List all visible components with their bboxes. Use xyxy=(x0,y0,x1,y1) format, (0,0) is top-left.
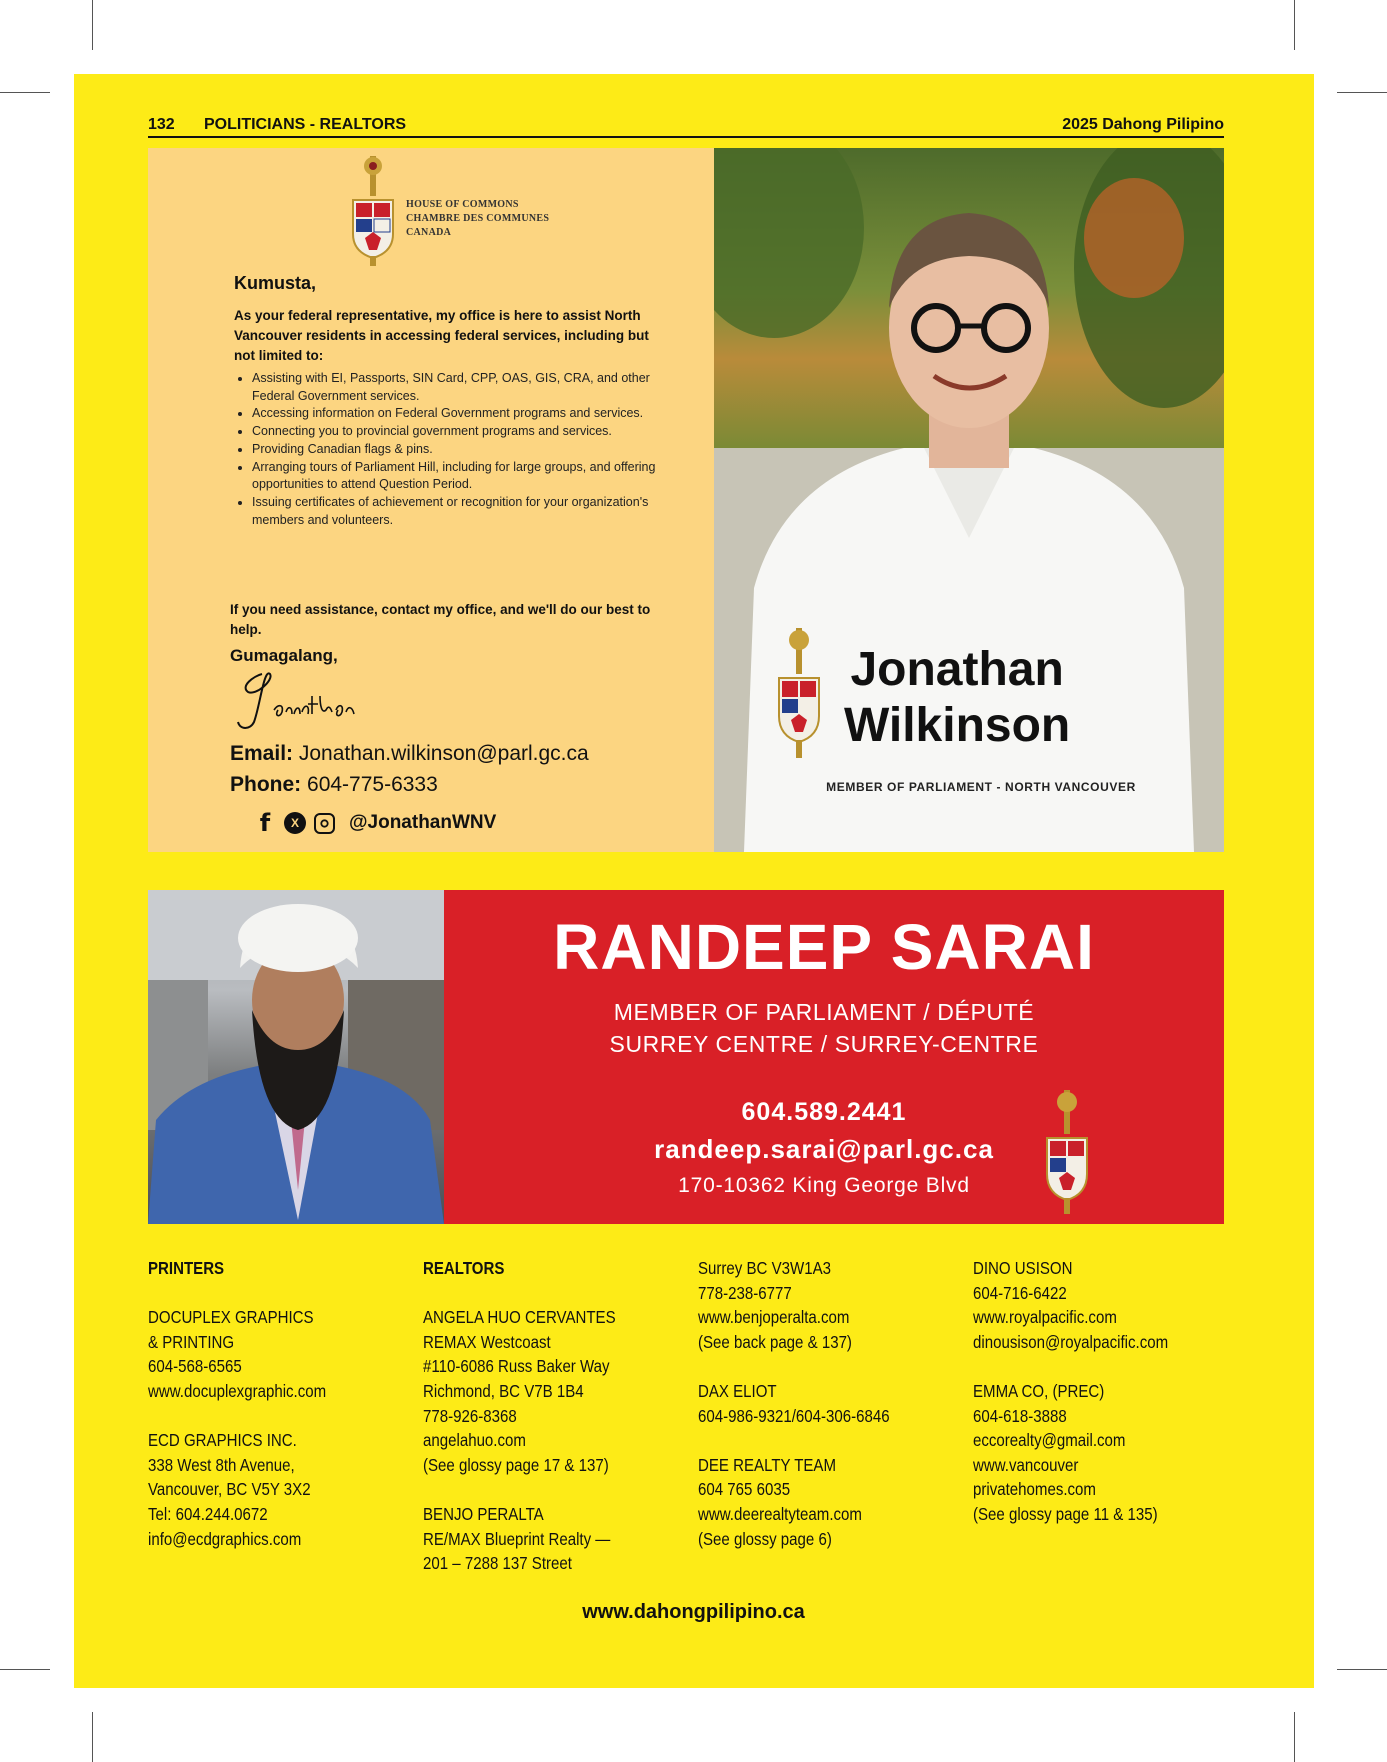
list-item: • Connecting you to provincial government programs and services. xyxy=(252,423,692,441)
intro-paragraph: As your federal representative, my office is here to assist North Vancouver residents in accessing federal services, including but not limited to: xyxy=(234,308,649,363)
sarai-role xyxy=(444,996,1204,1060)
listing-line: 604-716-6422 xyxy=(973,1282,1067,1303)
listing-line: ECD GRAPHICS INC. xyxy=(148,1430,297,1451)
house-of-commons-crest-icon xyxy=(774,628,824,758)
listing-line: & PRINTING xyxy=(148,1331,235,1352)
listing-line[interactable]: eccorealty@gmail.com xyxy=(973,1430,1126,1451)
listing-line: DEE REALTY TEAM xyxy=(698,1454,837,1475)
listing-line: #110-6086 Russ Baker Way xyxy=(423,1356,610,1377)
listing-line: REMAX Westcoast xyxy=(423,1331,551,1352)
x-twitter-icon: X xyxy=(284,812,306,834)
wilkinson-ad xyxy=(148,148,1224,852)
listing-line: 778-926-8368 xyxy=(423,1405,517,1426)
listing-line[interactable]: angelahuo.com xyxy=(423,1430,526,1451)
wilkinson-letter-panel xyxy=(148,148,714,852)
listing-line: 338 West 8th Avenue, xyxy=(148,1454,295,1475)
listing-line: 604-568-6565 xyxy=(148,1356,242,1377)
listing-line[interactable]: info@ecdgraphics.com xyxy=(148,1528,302,1549)
listing-line: Vancouver, BC V5Y 3X2 xyxy=(148,1479,311,1500)
category-heading: REALTORS xyxy=(423,1258,505,1278)
list-item: • Providing Canadian flags & pins. xyxy=(252,441,692,459)
category-heading: PRINTERS xyxy=(148,1258,225,1278)
email-label: Email: xyxy=(230,742,294,765)
sarai-photo-panel xyxy=(148,890,444,1224)
first-name: Jonathan xyxy=(850,643,1064,696)
crop-mark xyxy=(1337,1669,1387,1670)
listing-line: BENJO PERALTA xyxy=(423,1503,544,1524)
crop-mark xyxy=(1294,1712,1295,1762)
services-list xyxy=(234,370,692,529)
social-handle[interactable]: @JonathanWNV xyxy=(349,812,497,833)
listing-line: Surrey BC V3W1A3 xyxy=(698,1258,831,1278)
listing-line: (See glossy page 6) xyxy=(698,1528,832,1549)
crop-mark xyxy=(92,0,93,50)
listing-line: DOCUPLEX GRAPHICS xyxy=(148,1307,314,1328)
listing-line: 201 – 7288 137 Street xyxy=(423,1553,572,1574)
listing-line: Tel: 604.244.0672 xyxy=(148,1503,268,1524)
wilkinson-name xyxy=(844,642,1070,754)
listing-column xyxy=(148,1256,408,1551)
listing-line: EMMA CO, (PREC) xyxy=(973,1380,1105,1401)
phone-label: Phone: xyxy=(230,773,302,796)
listing-line: DAX ELIOT xyxy=(698,1380,777,1401)
list-item: • Accessing information on Federal Government programs and services. xyxy=(252,405,692,423)
closing: Gumagalang, xyxy=(230,646,338,665)
directory-listings xyxy=(148,1256,1224,1576)
wilkinson-photo-panel xyxy=(714,148,1224,852)
listing-line: 604-618-3888 xyxy=(973,1405,1067,1426)
publication-title: 2025 Dahong Pilipino xyxy=(1062,116,1224,133)
sarai-portrait-image xyxy=(148,890,444,1224)
listing-line: Richmond, BC V7B 1B4 xyxy=(423,1380,584,1401)
listing-line: 778-238-6777 xyxy=(698,1282,792,1303)
crop-mark xyxy=(1294,0,1295,50)
listing-line[interactable]: www.royalpacific.com xyxy=(973,1307,1117,1328)
listing-line: 604 765 6035 xyxy=(698,1479,791,1500)
page-number: 132 xyxy=(148,116,175,133)
assistance-text: If you need assistance, contact my office, and we'll do our best to help. xyxy=(230,602,651,637)
list-item: • Assisting with EI, Passports, SIN Card, CPP, OAS, GIS, CRA, and other Federal Government services. xyxy=(252,370,692,405)
last-name: Wilkinson xyxy=(844,699,1071,752)
phone-line xyxy=(230,769,589,800)
page-header xyxy=(148,116,1224,138)
listing-line[interactable]: www.deerealtyteam.com xyxy=(698,1503,862,1524)
crop-mark xyxy=(0,1669,50,1670)
listing-line[interactable]: www.vancouver xyxy=(973,1454,1079,1475)
email-address[interactable]: Jonathan.wilkinson@parl.gc.ca xyxy=(298,742,589,765)
house-of-commons-crest-icon xyxy=(1042,1090,1092,1214)
sarai-name: RANDEEP SARAI xyxy=(553,911,1095,983)
listing-line: (See glossy page 17 & 137) xyxy=(423,1454,609,1475)
crop-mark xyxy=(92,1712,93,1762)
listing-column xyxy=(973,1256,1233,1527)
list-item: • Issuing certificates of achievement or recognition for your organization's members and volunteers. xyxy=(252,494,692,529)
role-line: SURREY CENTRE / SURREY-CENTRE xyxy=(609,1031,1039,1057)
listing-line: RE/MAX Blueprint Realty — xyxy=(423,1528,611,1549)
sarai-address: 170-10362 King George Blvd xyxy=(678,1174,970,1197)
role-line: MEMBER OF PARLIAMENT / DÉPUTÉ xyxy=(613,999,1035,1025)
section-title: POLITICIANS - REALTORS xyxy=(204,116,407,133)
hoc-line: CHAMBRE DES COMMUNES xyxy=(406,213,550,224)
listing-line[interactable]: www.benjoperalta.com xyxy=(698,1307,850,1328)
greeting: Kumusta, xyxy=(234,273,317,293)
hoc-line: CANADA xyxy=(406,227,452,238)
instagram-icon xyxy=(314,813,335,834)
sarai-email[interactable]: randeep.sarai@parl.gc.ca xyxy=(654,1134,994,1164)
listing-line: (See back page & 137) xyxy=(698,1331,852,1352)
listing-line: (See glossy page 11 & 135) xyxy=(973,1503,1158,1524)
phone-number[interactable]: 604-775-6333 xyxy=(307,773,438,796)
crop-mark xyxy=(0,92,50,93)
social-links xyxy=(254,808,496,838)
listing-line[interactable]: www.docuplexgraphic.com xyxy=(148,1380,327,1401)
sarai-phone[interactable]: 604.589.2441 xyxy=(741,1098,907,1126)
sarai-ad xyxy=(148,890,1224,1224)
sarai-info-panel xyxy=(444,890,1224,1224)
crop-mark xyxy=(1337,92,1387,93)
house-of-commons-text xyxy=(406,198,549,240)
hoc-line: HOUSE OF COMMONS xyxy=(406,199,519,210)
listing-line[interactable]: privatehomes.com xyxy=(973,1479,1096,1500)
listing-line: 604-986-9321/604-306-6846 xyxy=(698,1405,890,1426)
facebook-icon: f xyxy=(259,809,271,837)
listing-line[interactable]: dinousison@royalpacific.com xyxy=(973,1331,1169,1352)
wilkinson-title: MEMBER OF PARLIAMENT - NORTH VANCOUVER xyxy=(826,780,1136,794)
signature-image xyxy=(234,666,374,736)
listing-line: ANGELA HUO CERVANTES xyxy=(423,1307,616,1328)
house-of-commons-crest-icon xyxy=(348,156,398,266)
house-of-commons-logo xyxy=(348,156,598,266)
footer-website[interactable]: www.dahongpilipino.ca xyxy=(582,1601,805,1623)
list-item: • Arranging tours of Parliament Hill, including for large groups, and offering opportunities to attend Question Period. xyxy=(252,459,692,494)
listing-column xyxy=(423,1256,683,1576)
page xyxy=(74,74,1314,1688)
email-line xyxy=(230,738,589,769)
listing-line: DINO USISON xyxy=(973,1258,1073,1278)
contact-block xyxy=(230,738,589,800)
listing-column xyxy=(698,1256,958,1551)
